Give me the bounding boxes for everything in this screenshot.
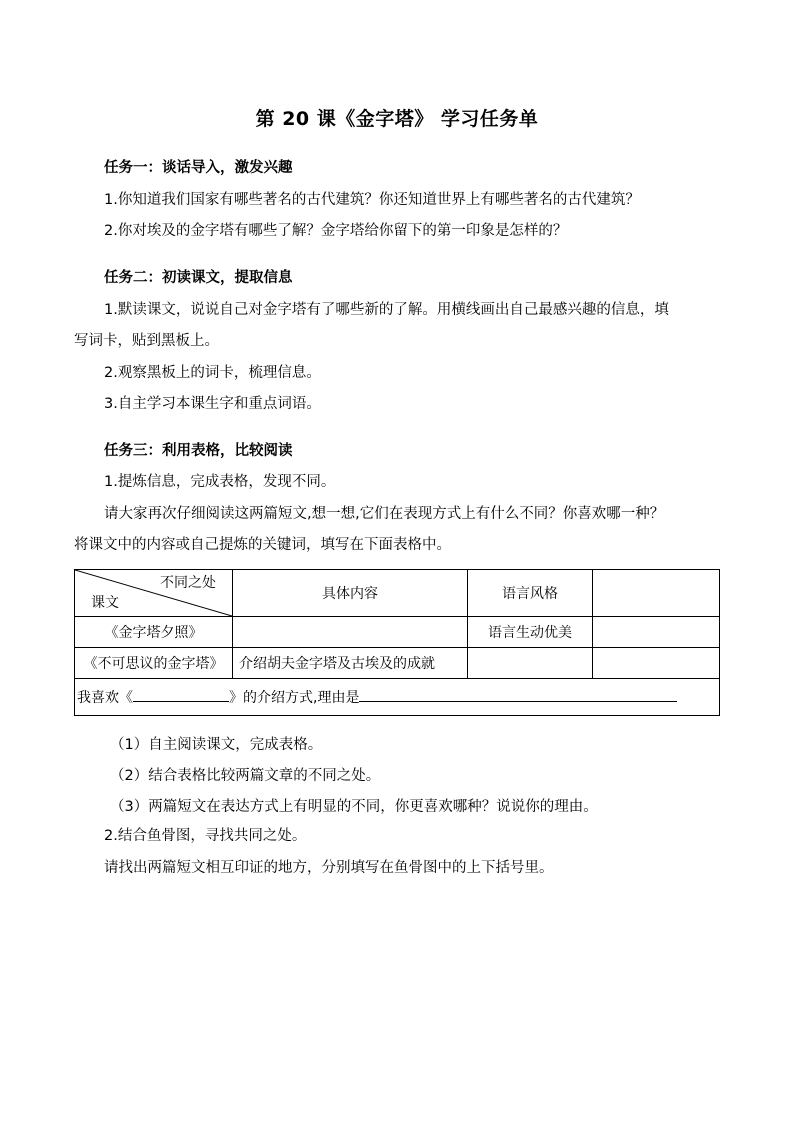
task3-item2: 2.结合鱼骨图，寻找共同之处。 [104,828,307,844]
task2-item1-line1: 1.默读课文，说说自己对金字塔有了哪些新的了解。用横线画出自己最感兴趣的信息，填 [104,302,669,318]
task3-paragraph-line2: 将课文中的内容或自己提炼的关键词，填写在下面表格中。 [74,537,451,553]
row2-style-cell[interactable] [468,648,593,679]
header-content: 具体内容 [233,570,468,617]
row2-content: 介绍胡夫金字塔及古埃及的成就 [233,648,468,679]
table-row [75,617,720,648]
diagonal-top-label: 不同之处 [160,575,216,591]
favorite-text-blank[interactable] [133,687,229,702]
row1-extra-cell[interactable] [593,617,720,648]
task1-question-1: 1.你知道我们国家有哪些著名的古代建筑？你还知道世界上有哪些著名的古代建筑？ [104,192,640,208]
row1-content-cell[interactable] [233,617,468,648]
row2-text: 《不可思议的金字塔》 [75,648,233,679]
task3-item1: 1.提炼信息，完成表格，发现不同。 [104,474,336,490]
diagonal-header-cell [75,570,233,617]
task2-item1-line2: 写词卡，贴到黑板上。 [74,333,219,349]
task3-final: 请找出两篇短文相互印证的地方，分别填写在鱼骨图中的上下括号里。 [104,860,554,876]
diagonal-bottom-label: 课文 [91,595,119,611]
footer-prefix: 我喜欢《 [77,690,133,706]
table-header-row [75,570,720,617]
row2-extra-cell[interactable] [593,648,720,679]
table-row [75,648,720,679]
reason-blank[interactable] [359,687,677,702]
task2-item3: 3.自主学习本课生字和重点词语。 [104,396,321,412]
task2-heading: 任务二：初读课文，提取信息 [104,270,293,286]
task3-paragraph-line1: 请大家再次仔细阅读这两篇短文,想一想,它们在表现方式上有什么不同？你喜欢哪一种？ [104,506,665,522]
task3-sub1: （1）自主阅读课文，完成表格。 [110,737,323,753]
task1-heading: 任务一：谈话导入，激发兴趣 [104,160,293,176]
table-footer-row [75,679,720,716]
header-style: 语言风格 [468,570,593,617]
task3-sub3: （3）两篇短文在表达方式上有明显的不同，你更喜欢哪种？说说你的理由。 [110,799,598,815]
footer-cell [75,679,720,716]
task2-item2: 2.观察黑板上的词卡，梳理信息。 [104,365,321,381]
task1-question-2: 2.你对埃及的金字塔有哪些了解？金字塔给你留下的第一印象是怎样的？ [104,223,568,239]
row1-style: 语言生动优美 [468,617,593,648]
comparison-table [74,569,720,716]
header-extra [593,570,720,617]
footer-middle: 》的介绍方式,理由是 [229,690,360,706]
task3-heading: 任务三：利用表格，比较阅读 [104,443,293,459]
row1-text: 《金字塔夕照》 [75,617,233,648]
page-title: 第 20 课《金字塔》 学习任务单 [255,108,539,130]
task3-sub2: （2）结合表格比较两篇文章的不同之处。 [110,768,381,784]
